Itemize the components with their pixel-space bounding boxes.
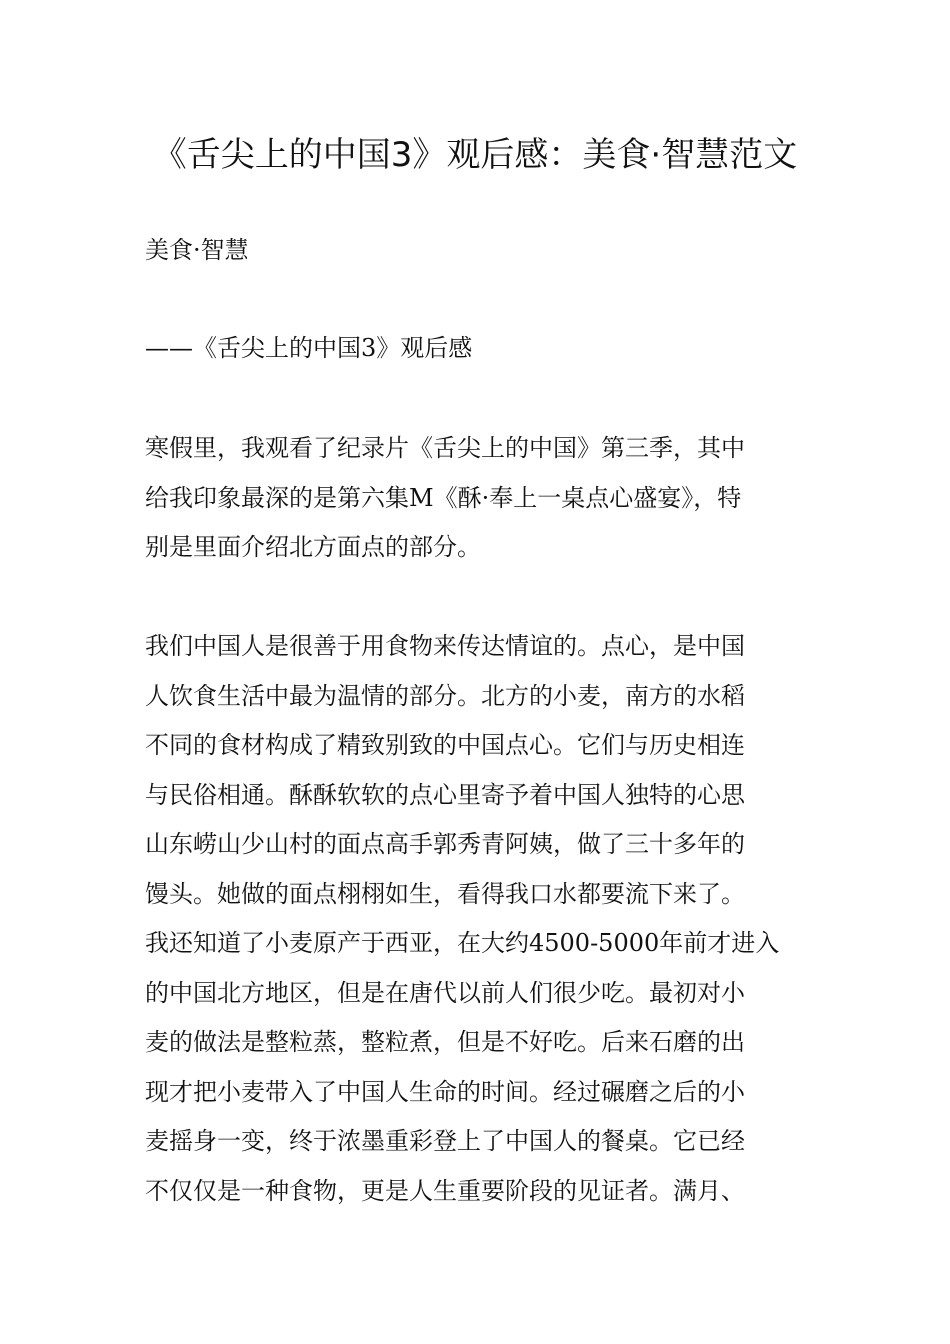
paragraph-line: 别是里面介绍北方面点的部分。 (145, 533, 481, 561)
paragraph-line: 馒头。她做的面点栩栩如生，看得我口水都要流下来了。 (145, 879, 745, 908)
paragraph-2 (145, 622, 815, 1216)
paragraph-line: 人饮食生活中最为温情的部分。北方的小麦，南方的水稻 (145, 681, 745, 710)
document-title: 《舌尖上的中国3》观后感：美食·智慧范文 (152, 135, 798, 175)
paragraph-line: 山东崂山少山村的面点高手郭秀青阿姨，做了三十多年的 (145, 830, 745, 858)
paragraph-line: 寒假里，我观看了纪录片《舌尖上的中国》第三季，其中 (145, 434, 745, 462)
paragraph-line: 不仅仅是一种食物，更是人生重要阶段的见证者。满月、 (145, 1176, 745, 1205)
document-subtitle: 美食·智慧 (145, 236, 249, 264)
paragraph-line: 的中国北方地区，但是在唐代以前人们很少吃。最初对小 (145, 978, 745, 1007)
paragraph-line: 给我印象最深的是第六集M《酥·奉上一桌点心盛宴》，特 (145, 483, 742, 512)
paragraph-line: 与民俗相通。酥酥软软的点心里寄予着中国人独特的心思 (145, 780, 745, 809)
paragraph-line: 现才把小麦带入了中国人生命的时间。经过碾磨之后的小 (145, 1077, 745, 1106)
paragraph-line: 麦摇身一变，终于浓墨重彩登上了中国人的餐桌。它已经 (145, 1127, 745, 1155)
paragraph-1 (145, 424, 815, 573)
document-byline: ——《舌尖上的中国3》观后感 (145, 334, 473, 362)
paragraph-line: 不同的食材构成了精致别致的中国点心。它们与历史相连 (145, 731, 745, 759)
paragraph-line: 我还知道了小麦原产于西亚，在大约4500-5000年前才进入 (145, 929, 780, 957)
paragraph-line: 我们中国人是很善于用食物来传达情谊的。点心，是中国 (145, 632, 745, 660)
paragraph-line: 麦的做法是整粒蒸，整粒煮，但是不好吃。后来石磨的出 (145, 1028, 745, 1056)
